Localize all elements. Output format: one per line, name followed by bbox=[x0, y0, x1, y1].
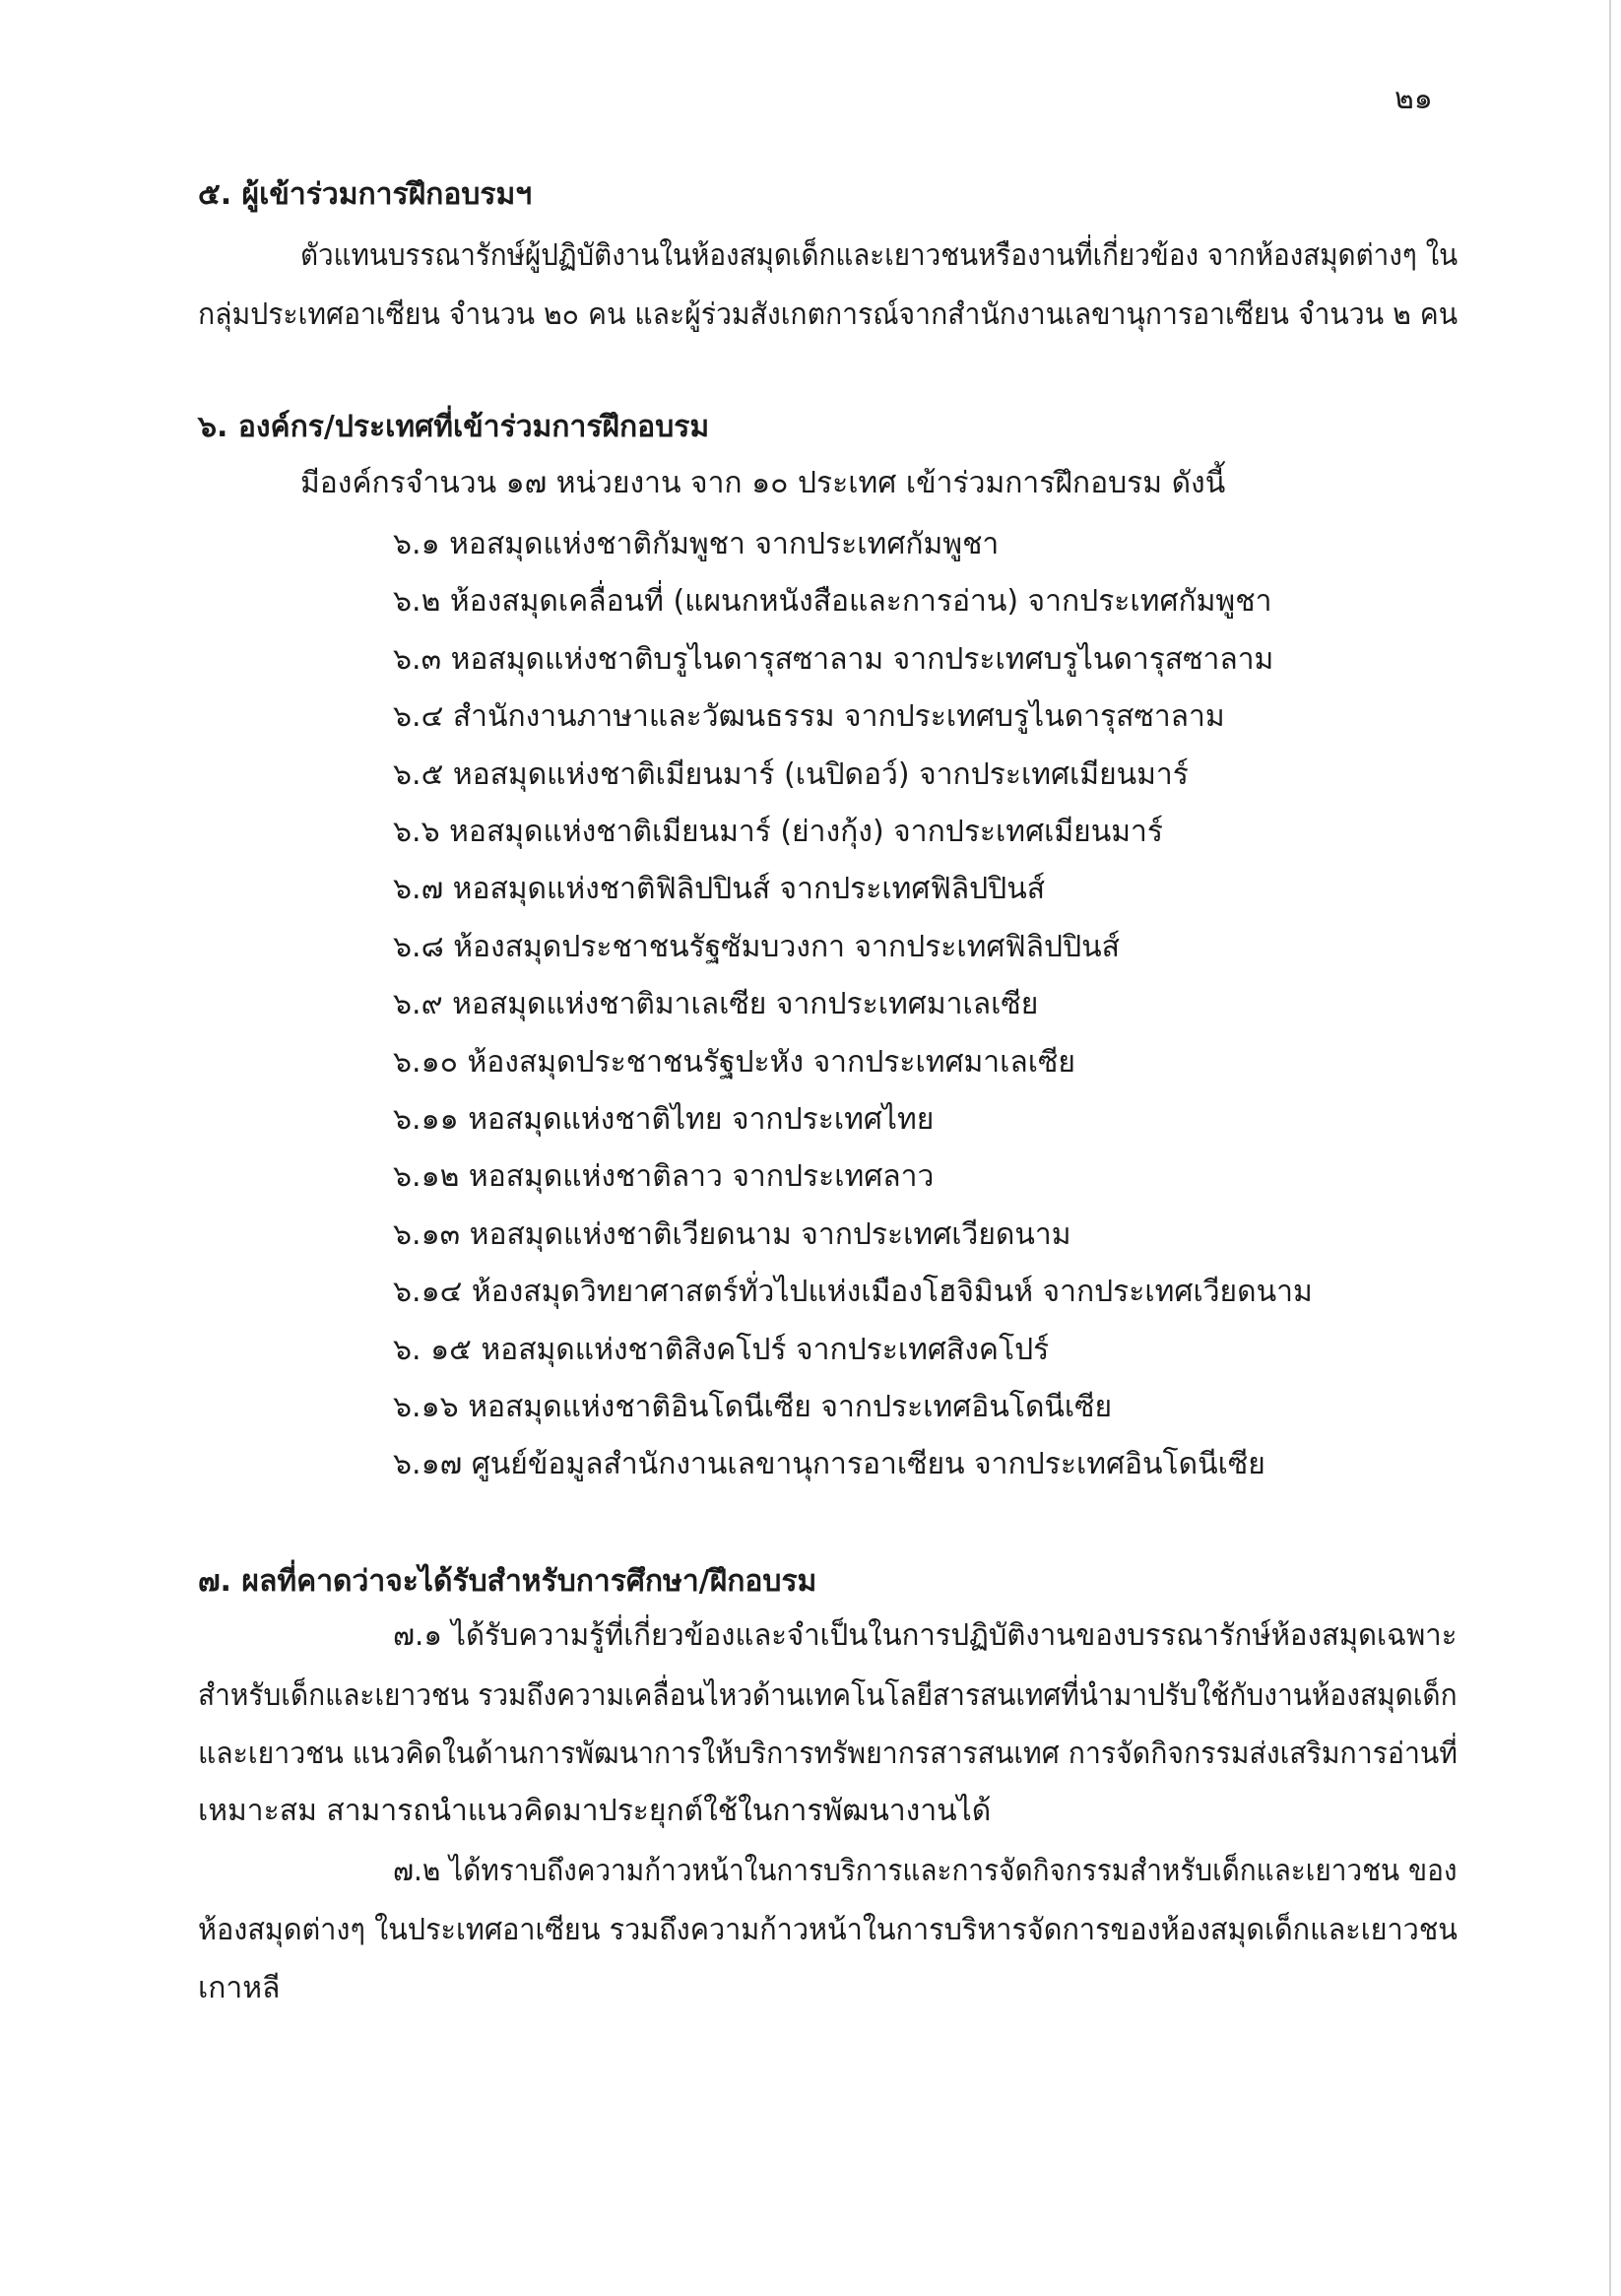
paragraph-line: สำหรับเด็กและเยาวชน รวมถึงความเคลื่อนไหวด้านเทคโนโลยีสารสนเทศที่นำมาปรับใช้กับงานห้องสมุดเด็ก bbox=[198, 1678, 1458, 1713]
organization-list-item: ๖.๓ หอสมุดแห่งชาติบรูไนดารุสซาลาม จากประเทศบรูไนดารุสซาลาม bbox=[393, 642, 1274, 677]
paragraph-line: เกาหลี bbox=[198, 1971, 281, 2005]
organization-list-item: ๖.๑๔ ห้องสมุดวิทยาศาสตร์ทั่วไปแห่งเมืองโฮจิมินห์ จากประเทศเวียดนาม bbox=[393, 1275, 1313, 1309]
organization-list-item: ๖.๑๓ หอสมุดแห่งชาติเวียดนาม จากประเทศเวียดนาม bbox=[393, 1217, 1071, 1252]
page-number: ๒๑ bbox=[1394, 82, 1433, 116]
paragraph-line: ห้องสมุดต่างๆ ในประเทศอาเซียน รวมถึงความก้าวหน้าในการบริหารจัดการของห้องสมุดเด็กและเยาวชน bbox=[198, 1913, 1458, 1947]
section-6-intro: มีองค์กรจำนวน ๑๗ หน่วยงาน จาก ๑๐ ประเทศ เข้าร่วมการฝึกอบรม ดังนี้ bbox=[300, 466, 1226, 500]
paragraph-line: และเยาวชน แนวคิดในด้านการพัฒนาการให้บริการทรัพยากรสารสนเทศ การจัดกิจกรรมส่งเสริมการอ่านที่ bbox=[198, 1737, 1459, 1771]
section-5-paragraph-line: ตัวแทนบรรณารักษ์ผู้ปฏิบัติงานในห้องสมุดเด็กและเยาวชนหรืองานที่เกี่ยวข้อง จากห้องสมุดต่างๆ ใน bbox=[300, 238, 1459, 273]
organization-list-item: ๖.๖ หอสมุดแห่งชาติเมียนมาร์ (ย่างกุ้ง) จากประเทศเมียนมาร์ bbox=[393, 815, 1163, 849]
paragraph-line: เหมาะสม สามารถนำแนวคิดมาประยุกต์ใช้ในการพัฒนางานได้ bbox=[198, 1794, 992, 1828]
organization-list-item: ๖.๑๗ ศูนย์ข้อมูลสำนักงานเลขานุการอาเซียน จากประเทศอินโดนีเซีย bbox=[393, 1447, 1265, 1481]
organization-list-item: ๖.๑ หอสมุดแห่งชาติกัมพูชา จากประเทศกัมพูชา bbox=[393, 527, 1000, 561]
section-7-heading: ๗. ผลที่คาดว่าจะได้รับสำหรับการศึกษา/ฝึกอบรม bbox=[198, 1564, 817, 1599]
organization-list-item: ๖.๑๐ ห้องสมุดประชาชนรัฐปะหัง จากประเทศมาเลเซีย bbox=[393, 1045, 1075, 1080]
scan-edge-line bbox=[1609, 0, 1611, 2296]
paragraph-line: ๗.๑ ได้รับความรู้ที่เกี่ยวข้องและจำเป็นในการปฏิบัติงานของบรรณารักษ์ห้องสมุดเฉพาะ bbox=[393, 1618, 1458, 1653]
section-5-heading: ๕. ผู้เข้าร่วมการฝึกอบรมฯ bbox=[198, 177, 533, 212]
organization-list-item: ๖.๔ สำนักงานภาษาและวัฒนธรรม จากประเทศบรูไนดารุสซาลาม bbox=[393, 699, 1225, 734]
section-6-heading: ๖. องค์กร/ประเทศที่เข้าร่วมการฝึกอบรม bbox=[198, 410, 710, 444]
organization-list-item: ๖.๑๒ หอสมุดแห่งชาติลาว จากประเทศลาว bbox=[393, 1159, 935, 1194]
organization-list-item: ๖.๘ ห้องสมุดประชาชนรัฐซัมบวงกา จากประเทศฟิลิปปินส์ bbox=[393, 930, 1120, 964]
paragraph-line: ๗.๒ ได้ทราบถึงความก้าวหน้าในการบริการและการจัดกิจกรรมสำหรับเด็กและเยาวชน ของ bbox=[393, 1854, 1458, 1888]
organization-list-item: ๖.๑๖ หอสมุดแห่งชาติอินโดนีเซีย จากประเทศอินโดนีเซีย bbox=[393, 1390, 1113, 1424]
organization-list-item: ๖.๙ หอสมุดแห่งชาติมาเลเซีย จากประเทศมาเลเซีย bbox=[393, 987, 1039, 1021]
organization-list-item: ๖.๑๑ หอสมุดแห่งชาติไทย จากประเทศไทย bbox=[393, 1102, 935, 1137]
organization-list-item: ๖.๕ หอสมุดแห่งชาติเมียนมาร์ (เนปิดอว์) จากประเทศเมียนมาร์ bbox=[393, 757, 1189, 792]
organization-list-item: ๖.๗ หอสมุดแห่งชาติฟิลิปปินส์ จากประเทศฟิลิปปินส์ bbox=[393, 872, 1046, 906]
organization-list-item: ๖. ๑๕ หอสมุดแห่งชาติสิงคโปร์ จากประเทศสิงคโปร์ bbox=[393, 1333, 1050, 1367]
organization-list-item: ๖.๒ ห้องสมุดเคลื่อนที่ (แผนกหนังสือและการอ่าน) จากประเทศกัมพูชา bbox=[393, 584, 1272, 619]
section-5-paragraph-line: กลุ่มประเทศอาเซียน จำนวน ๒๐ คน และผู้ร่วมสังเกตการณ์จากสำนักงานเลขานุการอาเซียน จำนวน ๒ คน bbox=[198, 297, 1459, 332]
